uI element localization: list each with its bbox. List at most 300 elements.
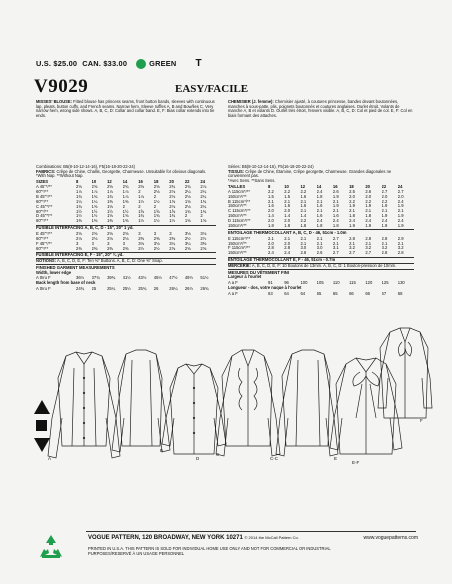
table-cell: 51½: [200, 276, 209, 281]
table-cell: 2⅛: [184, 204, 191, 209]
table-cell: 2.8: [397, 251, 404, 256]
table-cell: 2.7: [332, 251, 339, 256]
table-cell: 2.1: [332, 199, 339, 204]
table-cell: 2.1: [300, 236, 307, 241]
table-cell: 110: [332, 280, 340, 285]
yardage-table-ef-en: [36, 232, 216, 252]
table-cell: 2⅛: [153, 189, 160, 194]
table-cell: 1⅞: [138, 194, 145, 199]
nap-note-fr: *Avec Sens. **Sans Sens.: [228, 178, 276, 184]
view-label-a: A: [48, 456, 52, 461]
table-cell: 63: [268, 291, 273, 296]
table-cell: 26¼: [169, 286, 178, 291]
table-cell: 3⅜: [200, 241, 207, 246]
finished-measurements-fr: MESURES DU VÊTEMENT FINI: [228, 269, 414, 275]
price-us: U.S. $25.00: [36, 59, 78, 68]
table-cell: 2.4: [284, 251, 291, 256]
table-cell: 2.0: [268, 219, 274, 224]
table-cell: 2⅛: [107, 236, 113, 241]
table-cell: 2.0: [397, 194, 404, 199]
table-cell: 64: [284, 291, 289, 296]
symbol-markers: [34, 400, 50, 452]
blouse-view-a-back: [112, 350, 170, 452]
table-cell: 1.8: [268, 223, 274, 229]
table-cell: 1.9: [349, 204, 355, 209]
table-cell: 2.6: [300, 251, 307, 256]
table-cell: 3⅛: [138, 241, 145, 246]
table-cell: 45½: [153, 276, 162, 281]
table-cell: 1¾: [107, 194, 113, 199]
notions-en: [36, 258, 216, 264]
table-cell: 3.2: [397, 246, 404, 251]
table-cell: 2.0: [349, 194, 355, 199]
table-cell: 36½: [76, 276, 85, 281]
pattern-number: V9029: [34, 76, 89, 97]
table-cell: 39¾: [107, 276, 116, 281]
table-cell: 1⅜: [107, 199, 113, 204]
table-cell: A à F: [228, 280, 238, 285]
table-cell: 26½: [184, 286, 193, 291]
table-cell: 10: [284, 184, 289, 189]
table-cell: 2⅛: [184, 194, 191, 199]
view-label-d: D: [196, 456, 200, 461]
table-cell: 2.1: [381, 241, 388, 246]
description-text-en: Fitted blouse has princess seams, front button bands, sleeves with continuous lap, pleats, button cuffs, and French seams. Narrow hem. Sleeve ruffles A, B and Bow/lies C. Very narrow hem, wrong side shows. A, B, C, D: Collar and collar band. E, F: Bias collar extends into tie ends.: [36, 99, 215, 119]
table-cell: 2.0: [284, 241, 291, 246]
notions-text-fr: A, B, C, D, E, F: 10 Boutons de 13mm. A, B, C, D: 1 Bouton-pression de 10mm.: [251, 262, 397, 268]
combinations-fr: Séries: B5(8-10-12-14-16), F5(16-18-20-22-24): [228, 164, 314, 169]
table-cell: 2.8: [349, 236, 355, 241]
table-cell: 1¾: [76, 204, 82, 209]
interfacing-abcd-en: FUSIBLE INTERFACING A, B, C, D - 15", 20" 1 yd.: [36, 225, 216, 231]
table-cell: 2.2: [300, 189, 307, 194]
table-cell: 20: [169, 180, 174, 185]
table-cell: 2⅝: [138, 185, 145, 190]
table-cell: 1.4: [268, 214, 274, 219]
table-cell: 25½: [122, 286, 131, 291]
footer-divider: [86, 531, 416, 532]
view-label-f: F: [420, 418, 423, 423]
table-cell: 1.9: [381, 204, 388, 209]
table-cell: 26: [153, 286, 159, 291]
table-cell: TAILLES: [228, 184, 246, 189]
table-cell: 1.8: [349, 214, 355, 219]
table-cell: 2⅝: [122, 231, 129, 236]
table-cell: 1½: [76, 209, 82, 214]
table-cell: 3.1: [332, 246, 339, 251]
table-cell: 1.6: [332, 214, 339, 219]
table-cell: 1.8: [332, 223, 339, 229]
table-cell: 2.4: [397, 199, 404, 204]
footer-copyright: © 2014 the McCall Pattern Co.: [244, 535, 299, 540]
table-cell: A 115cm*/**: [228, 189, 251, 194]
table-cell: 1⅝: [169, 209, 176, 214]
nap-note-en: *With Nap. **Without Nap.: [36, 173, 84, 179]
table-cell: 2: [153, 204, 157, 209]
table-cell: 2⅜: [138, 236, 145, 241]
notions-label-fr: MERCERIE:: [228, 262, 251, 268]
fabrics-label-fr: TISSUS:: [228, 168, 245, 174]
table-cell: 1.8: [284, 223, 291, 229]
table-cell: 1¾: [138, 214, 145, 219]
table-cell: 2.7: [332, 236, 339, 241]
garment-title-en: MISSES' BLOUSE:: [36, 99, 73, 104]
notions-text-en: A, B, C, D, E, F: Ten ⅜" Buttons. A, B, C, D: One ⅜" Snap.: [56, 258, 163, 264]
table-cell: 120: [365, 280, 373, 285]
color-label: GREEN: [149, 59, 177, 68]
table-cell: 2: [138, 204, 141, 209]
table-cell: 150cm*/**: [228, 223, 247, 229]
table-cell: 8: [268, 184, 271, 189]
table-cell: 2¾: [122, 185, 129, 190]
yardage-table-fr: [228, 185, 414, 229]
table-cell: 1⅞: [76, 189, 82, 194]
view-label-c: C: [216, 452, 220, 457]
table-row: [36, 219, 216, 224]
table-cell: A 45"*/**: [36, 185, 52, 190]
printed-line-2: PURPOSES/RESERVÉ À UN USAGE PERSONNEL: [88, 551, 185, 556]
table-cell: 1.5: [284, 194, 291, 199]
table-cell: 2¾: [184, 185, 191, 190]
table-cell: 2.1: [332, 241, 339, 246]
blouse-line-drawings: [0, 268, 452, 528]
table-cell: B 115cm*/**: [228, 199, 251, 204]
table-cell: 12: [300, 184, 306, 189]
table-cell: 14: [316, 184, 322, 189]
back-label-fr: Longueur - dos, votre nuque à l'ourlet: [228, 284, 302, 290]
table-cell: 1.8: [365, 214, 372, 219]
table-cell: 150cm*/**: [228, 204, 247, 209]
table-cell: 1.5: [268, 194, 274, 199]
table-cell: 2⅛: [169, 189, 176, 194]
table-cell: 24: [397, 184, 403, 189]
table-cell: 2.8: [381, 251, 388, 256]
blouse-view-c: [216, 350, 280, 456]
table-cell: 18: [153, 180, 159, 185]
combinations-en: Combinations: B5(8-10-12-14-16), F5(16-18-20-22-24): [36, 164, 135, 169]
table-row: [36, 247, 216, 252]
table-cell: 49½: [184, 276, 193, 281]
table-cell: 1.8: [316, 223, 323, 229]
table-cell: 150cm*/**: [228, 214, 247, 219]
table-cell: 1¾: [184, 209, 191, 214]
table-cell: 2: [138, 189, 141, 194]
table-cell: 1⅝: [200, 219, 207, 224]
difficulty-label: EASY/FACILE: [175, 83, 249, 95]
table-cell: 16: [138, 180, 143, 185]
table-cell: 1.9: [349, 223, 355, 229]
table-cell: 2.2: [365, 199, 372, 204]
table-cell: 2⅛: [122, 236, 129, 241]
table-cell: 60"*/**: [36, 189, 49, 194]
table-cell: 1¼: [76, 199, 82, 204]
table-cell: 2.4: [316, 219, 323, 224]
table-cell: 1⅝: [184, 219, 191, 224]
table-cell: 2.2: [300, 219, 307, 224]
table-cell: 1⅞: [91, 189, 98, 194]
table-cell: 2⅜: [91, 246, 98, 251]
printed-line-1: PRINTED IN U.S.A. THIS PATTERN IS SOLD FOR INDIVIDUAL HOME USE ONLY AND NOT FOR COMMERCIAL OR INDUSTRIAL: [88, 546, 331, 551]
table-cell: 1¾: [76, 194, 82, 199]
table-cell: 1½: [153, 199, 160, 204]
table-cell: 60"*/**: [36, 246, 49, 251]
table-cell: 1.6: [316, 204, 323, 209]
table-cell: 2.6: [316, 251, 323, 256]
table-cell: F 45"*/**: [36, 241, 52, 246]
table-cell: 1.8: [316, 194, 323, 199]
fabrics-label-en: FABRICS:: [36, 168, 56, 174]
table-cell: 2: [153, 194, 157, 199]
table-cell: 22: [381, 184, 387, 189]
table-cell: 1.9: [397, 204, 404, 209]
table-cell: 2.0: [365, 194, 372, 199]
table-cell: 8: [76, 180, 79, 185]
table-cell: 2.6: [365, 189, 372, 194]
back-label-en: Back length from base of neck: [36, 280, 96, 286]
table-cell: 2.7: [365, 251, 372, 256]
table-cell: D 45"*/**: [36, 214, 53, 219]
table-cell: 1.9: [332, 194, 339, 199]
table-cell: 1⅝: [138, 209, 145, 214]
footer-address-line: [88, 535, 418, 541]
table-cell: 66: [349, 291, 354, 296]
table-cell: 1.9: [332, 204, 339, 209]
table-cell: 65: [332, 291, 338, 296]
table-cell: 1.9: [381, 214, 388, 219]
table-cell: 2⅝: [107, 185, 113, 190]
table-cell: 2.8: [268, 246, 274, 251]
table-cell: 41½: [122, 276, 131, 281]
table-cell: 64: [300, 291, 306, 296]
table-cell: 2⅛: [169, 194, 176, 199]
table-cell: 2⅛: [91, 236, 98, 241]
blouse-view-b: [162, 364, 226, 454]
table-cell: 3.0: [300, 246, 307, 251]
table-cell: 22: [184, 180, 190, 185]
table-cell: 43½: [138, 276, 147, 281]
table-cell: 2.1: [300, 241, 307, 246]
table-cell: 1.6: [316, 214, 323, 219]
table-cell: 60"*/**: [36, 219, 49, 224]
table-row: [228, 251, 414, 256]
table-cell: 2.8: [284, 246, 291, 251]
table-cell: 1.9: [381, 223, 388, 229]
english-column: [36, 100, 216, 292]
table-cell: 3.0: [316, 246, 323, 251]
table-cell: 2.2: [268, 189, 274, 194]
table-cell: 130: [397, 280, 405, 285]
table-cell: 2.4: [397, 219, 404, 224]
table-cell: 1⅜: [122, 199, 129, 204]
table-cell: 150cm*/**: [228, 194, 247, 199]
table-cell: 1½: [169, 219, 176, 224]
table-cell: 2⅝: [91, 231, 98, 236]
table-cell: 2⅝: [91, 185, 98, 190]
table-cell: 2⅝: [200, 246, 207, 251]
table-cell: 2.1: [349, 241, 355, 246]
table-cell: D 115cm*/**: [228, 219, 251, 224]
table-cell: 1⅜: [91, 219, 98, 224]
table-cell: 3¼: [169, 241, 176, 246]
width-label-fr: Largeur à l'ourlet: [228, 274, 262, 280]
table-cell: 1.6: [300, 194, 307, 199]
table-cell: 60"*/**: [36, 209, 49, 214]
table-cell: 3⅛: [184, 231, 191, 236]
table-cell: E 45"*/**: [36, 231, 53, 236]
table-cell: 150cm*/**: [228, 241, 247, 246]
table-cell: 2.1: [268, 236, 274, 241]
table-cell: 2.1: [332, 209, 339, 214]
table-cell: A thru F: [36, 286, 51, 291]
table-cell: 1.6: [268, 204, 274, 209]
table-cell: 2.4: [365, 219, 372, 224]
table-cell: 1.6: [284, 204, 291, 209]
table-cell: 2⅜: [153, 236, 160, 241]
table-cell: 2.1: [300, 199, 307, 204]
table-cell: 1¾: [169, 214, 176, 219]
table-cell: 2.8: [365, 236, 372, 241]
table-cell: C 115cm*/**: [228, 209, 251, 214]
table-cell: 1⅝: [169, 199, 176, 204]
table-cell: 2⅜: [169, 236, 176, 241]
interfacing-ef-fr: ENTOILAGE THERMOCOLLANT E, F - 46, 51cm - 0.7m: [228, 257, 414, 263]
table-cell: 3.2: [365, 246, 372, 251]
table-cell: 2⅜: [107, 246, 113, 251]
type-letter: T: [195, 58, 202, 69]
table-cell: 2.4: [349, 219, 355, 224]
table-cell: 2.0: [268, 241, 274, 246]
table-cell: A à F: [228, 291, 238, 296]
table-cell: B 45"*/**: [36, 194, 53, 199]
view-label-e: E: [334, 456, 338, 461]
table-cell: 3: [138, 231, 141, 236]
table-cell: 2.1: [284, 199, 291, 204]
table-cell: 1.9: [365, 204, 372, 209]
table-cell: 115: [349, 280, 356, 285]
table-cell: 2.7: [381, 189, 388, 194]
table-cell: E 115cm*/**: [228, 236, 251, 241]
table-cell: 10: [91, 180, 97, 185]
table-cell: 2.5: [349, 189, 355, 194]
notions-label-en: NOTIONS:: [36, 258, 57, 264]
yardage-table-en: [36, 180, 216, 224]
table-cell: 2.1: [381, 209, 388, 214]
table-cell: 2.0: [381, 194, 388, 199]
description-en: [36, 100, 216, 160]
table-cell: 1.9: [397, 223, 404, 229]
table-cell: 3: [107, 241, 110, 246]
table-cell: 2.0: [284, 219, 291, 224]
table-cell: 3⅛: [153, 241, 160, 246]
table-cell: 1⅝: [107, 204, 113, 209]
table-cell: 12: [107, 180, 112, 185]
table-cell: 2.0: [268, 209, 274, 214]
view-illustrations: [0, 268, 452, 528]
table-cell: 2.7: [349, 251, 355, 256]
table-cell: 26¾: [200, 286, 209, 291]
table-cell: 1¼: [91, 199, 98, 204]
table-cell: 2.1: [397, 241, 404, 246]
table-cell: 3: [169, 231, 172, 236]
table-cell: 1.4: [284, 214, 291, 219]
french-column: [228, 100, 414, 296]
table-cell: 2: [122, 204, 125, 209]
table-cell: 2⅛: [76, 236, 82, 241]
table-cell: 2.4: [316, 189, 323, 194]
table-cell: 1¾: [200, 209, 207, 214]
table-cell: 65: [316, 291, 322, 296]
table-cell: 3⅛: [200, 231, 207, 236]
table-cell: 2.1: [316, 199, 323, 204]
blouse-view-e: [330, 358, 402, 454]
table-cell: 2.1: [349, 209, 355, 214]
table-cell: 2⅝: [184, 246, 191, 251]
table-cell: 1⅝: [107, 214, 113, 219]
table-cell: 1.9: [397, 214, 404, 219]
table-cell: 3¼: [184, 241, 191, 246]
blouse-view-f: [378, 328, 432, 418]
table-cell: 2⅝: [169, 246, 176, 251]
table-cell: 2: [200, 214, 203, 219]
table-cell: 2.6: [332, 189, 339, 194]
table-cell: 2.4: [381, 219, 388, 224]
table-cell: 2½: [200, 236, 207, 241]
table-cell: 2⅝: [76, 231, 82, 236]
table-cell: 1½: [91, 214, 98, 219]
table-cell: 1⅝: [153, 209, 160, 214]
table-cell: 2.1: [365, 209, 372, 214]
view-label-b: B: [160, 448, 164, 453]
square-icon: [36, 420, 47, 431]
table-cell: 2⅝: [153, 185, 160, 190]
table-cell: 1.4: [300, 214, 307, 219]
table-cell: 2⅛: [169, 204, 176, 209]
table-cell: 2.1: [316, 241, 323, 246]
table-cell: 2.7: [397, 189, 404, 194]
table-cell: C 45"*/**: [36, 204, 53, 209]
table-cell: 1½: [91, 209, 98, 214]
table-cell: 2¼: [200, 189, 207, 194]
table-cell: 2⅜: [122, 246, 129, 251]
recycle-icon: [36, 533, 66, 561]
table-cell: 1½: [138, 219, 145, 224]
table-cell: 2⅜: [76, 246, 82, 251]
width-label-en: Width, lower edge: [36, 269, 71, 275]
table-cell: 1⅞: [122, 194, 129, 199]
fabrics-text-fr: Crêpe de Chine, Étamine, Crêpe georgette, Charmeuse. Grandes diagonales ne conviennent pas.: [228, 168, 392, 179]
green-dot-icon: [136, 59, 146, 69]
footer-address: VOGUE PATTERN, 120 BROADWAY, NEW YORK 10271: [88, 535, 243, 541]
table-cell: 3.2: [381, 246, 388, 251]
table-cell: 1½: [138, 199, 145, 204]
table-cell: 1⅜: [122, 219, 129, 224]
table-cell: 100: [300, 280, 308, 285]
garment-title-fr: CHEMISIER (J. femme):: [228, 99, 274, 104]
table-cell: 66: [365, 291, 370, 296]
table-cell: 2.1: [397, 209, 404, 214]
interfacing-abcd-fr: ENTOILAGE THERMOCOLLANT A, B, C, D - 46, 51cm - 1.0m: [228, 229, 414, 235]
table-cell: 2.2: [284, 189, 291, 194]
table-cell: 16: [332, 184, 338, 189]
table-cell: 105: [316, 280, 324, 285]
price-line: [36, 58, 207, 69]
fabrics-text-en: Crêpe de Chine, Challis, Georgette, Charmeuse. Unsuitable for obvious diagonals.: [56, 168, 207, 174]
table-cell: 1½: [76, 214, 82, 219]
table-cell: 1¾: [91, 194, 98, 199]
table-cell: 1¾: [153, 214, 160, 219]
footer-url[interactable]: www.voguepatterns.com: [363, 535, 418, 541]
table-cell: 1.6: [300, 204, 307, 209]
